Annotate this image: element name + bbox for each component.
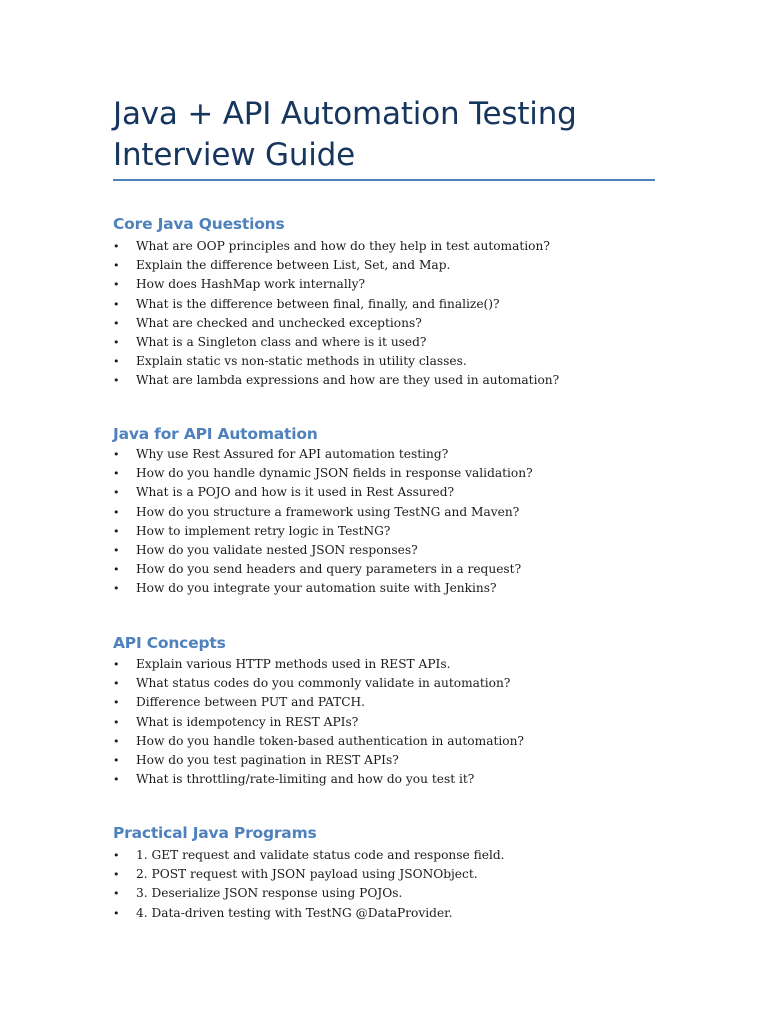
list-item-text: How does HashMap work internally?: [136, 277, 366, 292]
list-item: [113, 503, 673, 522]
list-item: [113, 865, 673, 884]
list-item-text: 1. GET request and validate status code and response field.: [136, 848, 505, 862]
list-item-text: 4. Data-driven testing with TestNG @DataProvider.: [136, 905, 453, 920]
list-item: [113, 770, 673, 789]
section-java-for-api-automation: [113, 423, 673, 599]
list-item-text: Explain static vs non-static methods in utility classes.: [136, 354, 467, 369]
bullet-icon: •: [113, 278, 120, 292]
bullet-icon: •: [113, 316, 120, 330]
list-item-text: What are OOP principles and how do they help in test automation?: [136, 239, 550, 253]
bullet-icon: •: [113, 297, 120, 311]
section-heading: Core Java Questions: [113, 215, 285, 233]
list-item: [113, 333, 673, 352]
bullet-icon: •: [113, 677, 120, 691]
section-heading: API Concepts: [113, 634, 226, 652]
list-item-text: What are lambda expressions and how are they used in automation?: [136, 373, 560, 388]
bullet-icon: •: [113, 734, 120, 748]
list-item-text: What are checked and unchecked exceptions?: [136, 315, 422, 330]
bullet-icon: •: [113, 259, 120, 273]
page-title: Java + API Automation Testing Interview Guide: [113, 96, 577, 173]
section-core-java-questions: [113, 213, 673, 391]
list-item-text: How do you integrate your automation suite with Jenkins?: [136, 581, 497, 596]
list-item: [113, 445, 673, 464]
bullet-icon: •: [113, 355, 120, 369]
list-item-text: How to implement retry logic in TestNG?: [136, 523, 391, 538]
list-item: [113, 751, 673, 770]
bullet-icon: •: [113, 868, 120, 882]
question-list: [113, 237, 673, 391]
list-item-text: How do you handle token-based authentication in automation?: [136, 733, 524, 748]
bullet-icon: •: [113, 240, 120, 253]
bullet-icon: •: [113, 887, 120, 901]
question-list: [113, 445, 673, 599]
bullet-icon: •: [113, 563, 120, 577]
bullet-icon: •: [113, 505, 120, 519]
list-item-text: Explain various HTTP methods used in REST APIs.: [136, 657, 451, 671]
list-item: [113, 693, 673, 712]
list-item-text: How do you handle dynamic JSON fields in response validation?: [136, 466, 533, 481]
list-item-text: 2. POST request with JSON payload using JSONObject.: [136, 867, 478, 882]
list-item: [113, 846, 673, 865]
list-item-text: What is idempotency in REST APIs?: [136, 714, 359, 729]
bullet-icon: •: [113, 374, 120, 388]
list-item-text: How do you test pagination in REST APIs?: [136, 752, 399, 767]
bullet-icon: •: [113, 715, 120, 729]
list-item: [113, 732, 673, 751]
bullet-icon: •: [113, 448, 120, 461]
list-item: [113, 371, 673, 390]
bullet-icon: •: [113, 753, 120, 767]
list-item-text: What is a Singleton class and where is it used?: [136, 334, 427, 349]
bullet-icon: •: [113, 773, 120, 787]
list-item: [113, 256, 673, 275]
list-item-text: What is the difference between final, finally, and finalize()?: [136, 296, 500, 311]
bullet-icon: •: [113, 696, 120, 710]
list-item-text: 3. Deserialize JSON response using POJOs.: [136, 886, 403, 901]
list-item: [113, 560, 673, 579]
list-item-text: Why use Rest Assured for API automation testing?: [136, 447, 449, 461]
list-item: [113, 522, 673, 541]
title-divider: [113, 179, 655, 181]
bullet-icon: •: [113, 906, 120, 920]
list-item: [113, 464, 673, 483]
list-item: [113, 713, 673, 732]
bullet-icon: •: [113, 335, 120, 349]
question-list: [113, 846, 673, 923]
list-item: [113, 237, 673, 256]
section-heading: Java for API Automation: [113, 425, 318, 443]
bullet-icon: •: [113, 658, 120, 671]
list-item-text: Difference between PUT and PATCH.: [136, 695, 366, 710]
bullet-icon: •: [113, 467, 120, 481]
question-list: [113, 655, 673, 789]
list-item: [113, 655, 673, 674]
list-item: [113, 541, 673, 560]
list-item: [113, 674, 673, 693]
section-api-concepts: [113, 632, 673, 789]
bullet-icon: •: [113, 582, 120, 596]
list-item: [113, 275, 673, 294]
list-item: [113, 295, 673, 314]
bullet-icon: •: [113, 486, 120, 500]
list-item: [113, 579, 673, 598]
list-item: [113, 314, 673, 333]
list-item-text: What is throttling/rate-limiting and how do you test it?: [136, 772, 475, 787]
list-item-text: What is a POJO and how is it used in Rest Assured?: [136, 485, 455, 500]
bullet-icon: •: [113, 849, 120, 862]
section-practical-java-programs: [113, 822, 673, 923]
list-item: [113, 352, 673, 371]
list-item: [113, 904, 673, 923]
list-item-text: How do you send headers and query parameters in a request?: [136, 562, 522, 577]
list-item-text: What status codes do you commonly validate in automation?: [136, 676, 511, 691]
section-heading: Practical Java Programs: [113, 824, 317, 842]
list-item-text: How do you structure a framework using TestNG and Maven?: [136, 504, 520, 519]
list-item-text: Explain the difference between List, Set, and Map.: [136, 258, 451, 273]
list-item-text: How do you validate nested JSON responses?: [136, 542, 418, 557]
bullet-icon: •: [113, 524, 120, 538]
list-item: [113, 884, 673, 903]
list-item: [113, 483, 673, 502]
bullet-icon: •: [113, 543, 120, 557]
